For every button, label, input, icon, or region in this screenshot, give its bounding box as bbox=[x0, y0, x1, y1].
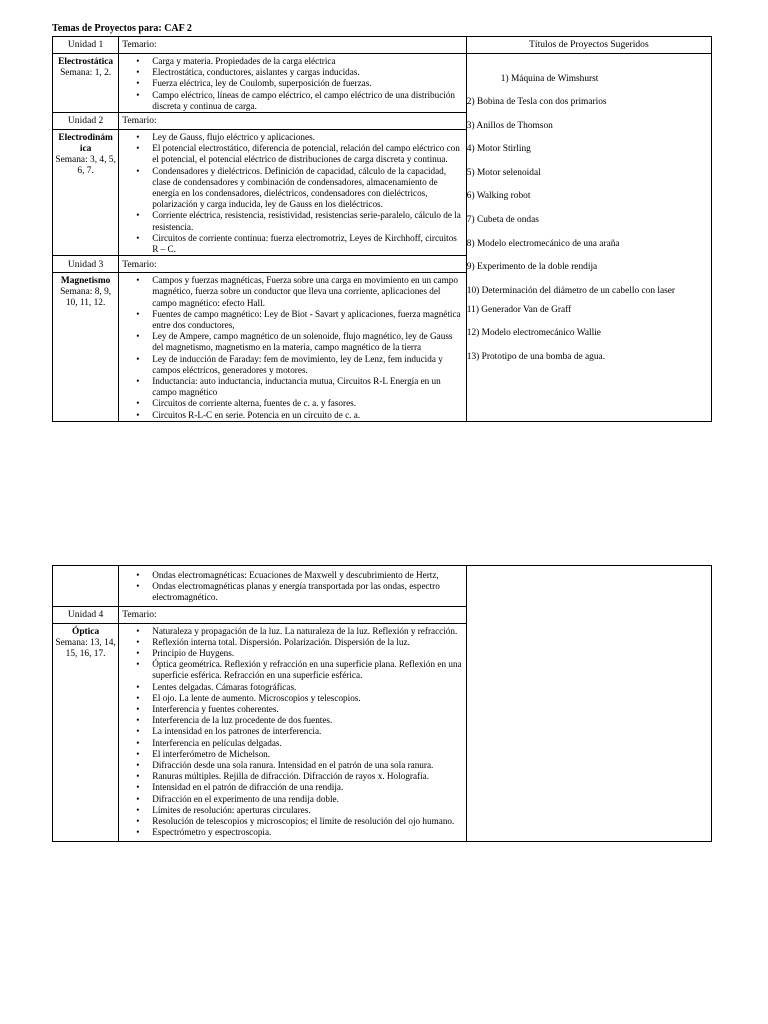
temario-label: Temario: bbox=[119, 37, 467, 54]
project-item: 6) Walking robot bbox=[466, 191, 531, 202]
topics-table-page-2 bbox=[52, 565, 712, 842]
suggested-projects-cell bbox=[466, 54, 711, 422]
unit-2-weeks: Semana: 3, 4, 5, 6, 7. bbox=[55, 155, 116, 177]
project-item: 4) Motor Stirling bbox=[466, 144, 531, 155]
topic-item: • Lentes delgadas. Cámaras fotográficas. bbox=[152, 682, 463, 693]
topics-table-page-1 bbox=[52, 36, 712, 422]
topic-item: • El potencial electrostático, diferencia de potencial, relación del campo eléctrico con el potencial, el potencial eléctrico de distribuciones de carga discreta y continua. bbox=[152, 143, 463, 165]
unit-2-topic-list bbox=[122, 132, 463, 255]
topic-item: • Circuitos de corriente alterna, fuentes de c. a. y fasores. bbox=[152, 398, 463, 409]
project-item: 7) Cubeta de ondas bbox=[466, 214, 539, 225]
empty-projects-cell bbox=[466, 566, 711, 842]
topic-item: • Ondas electromagnéticas planas y energía transportada por las ondas, espectro electromagnético. bbox=[152, 581, 463, 603]
topic-item: • Inductancia: auto inductancia, inductancia mutua, Circuitos R-L Energía en un campo magnético bbox=[152, 376, 463, 398]
unit-1-cell bbox=[53, 54, 119, 113]
unit-1-name: Electrostática bbox=[58, 57, 114, 67]
project-item: 11) Generador Van de Graff bbox=[466, 304, 572, 315]
topic-item: • Óptica geométrica. Reflexión y refracción en una superficie plana. Reflexión en una superficie esférica. Refracción en una superficie esférica. bbox=[152, 659, 463, 681]
topic-item: • Condensadores y dieléctricos. Definición de capacidad, cálculo de la capacidad, clase de condensadores y combinación de condensadores, almacenamiento de energía en los condensadores, dieléctricos, condensadores con dieléctricos, polarización y carga inducida, ley de Gauss en los dieléctricos. bbox=[152, 166, 463, 211]
continuation-unit-cell bbox=[53, 566, 119, 607]
continuation-topic-list bbox=[122, 570, 463, 604]
document-title: Temas de Proyectos para: CAF 2 bbox=[52, 23, 192, 34]
topic-item: • Corriente eléctrica, resistencia, resistividad, resistencias serie-paralelo, cálculo de la resistencia. bbox=[152, 210, 463, 232]
project-item: 8) Modelo electromecánico de una araña bbox=[466, 238, 620, 249]
topic-item: • La intensidad en los patrones de interferencia. bbox=[152, 726, 463, 737]
unit-2-topics bbox=[119, 130, 467, 256]
unit-4-weeks: Semana: 13, 14, 15, 16, 17. bbox=[55, 637, 116, 659]
topic-item: • Resolución de telescopios y microscopios; el límite de resolución del ojo humano. bbox=[152, 816, 463, 827]
topic-item: • Intensidad en el patrón de difracción de una rendija. bbox=[152, 782, 463, 793]
unit-3-topics bbox=[119, 273, 467, 422]
unit-4-name: Óptica bbox=[72, 626, 100, 637]
topic-item: • Circuitos R-L-C en serie. Potencia en un circuito de c. a. bbox=[152, 410, 463, 421]
unit-4-topics bbox=[119, 623, 467, 842]
unit-3-name: Magnetismo bbox=[60, 276, 111, 287]
topic-item: • Ley de Gauss, flujo eléctrico y aplicaciones. bbox=[152, 132, 463, 143]
project-item: 9) Experimento de la doble rendija bbox=[466, 262, 598, 273]
temario-label: Temario: bbox=[119, 606, 467, 623]
topic-item: • Interferencia de la luz procedente de dos fuentes. bbox=[152, 715, 463, 726]
topic-item: • Carga y materia. Propiedades de la carga eléctrica bbox=[152, 56, 463, 67]
unit-1-topics bbox=[119, 54, 467, 113]
continuation-topics bbox=[119, 566, 467, 607]
project-item: 10) Determinación del diámetro de un cabello con laser bbox=[466, 285, 676, 296]
unit-1-content-row bbox=[53, 54, 712, 113]
unit-1-header-row bbox=[53, 37, 712, 54]
unit-4-label: Unidad 4 bbox=[53, 606, 119, 623]
project-item: 13) Prototipo de una bomba de agua. bbox=[466, 351, 606, 362]
temario-label: Temario: bbox=[119, 113, 467, 130]
unit-4-cell bbox=[53, 623, 119, 842]
topic-item: • Circuitos de corriente continua: fuerza electromotriz, Leyes de Kirchhoff, circuitos R – C. bbox=[152, 233, 463, 255]
temario-label: Temario: bbox=[119, 256, 467, 273]
topic-item: • Electrostática, conductores, aislantes y cargas inducidas. bbox=[152, 67, 463, 78]
project-item: 12) Modelo electromecánico Wallie bbox=[466, 328, 601, 339]
topic-item: • Límites de resolución: aperturas circulares. bbox=[152, 805, 463, 816]
topic-item: • El interferómetro de Michelson. bbox=[152, 749, 463, 760]
topic-item: • Naturaleza y propagación de la luz. La naturaleza de la luz. Reflexión y refracción. bbox=[152, 626, 463, 637]
unit-2-label: Unidad 2 bbox=[53, 113, 119, 130]
topic-item: • Interferencia y fuentes coherentes. bbox=[152, 704, 463, 715]
project-item: 3) Anillos de Thomson bbox=[466, 120, 553, 131]
topic-item: • Ley de inducción de Faraday: fem de movimiento, ley de Lenz, fem inducida y campos eléctricos, generadores y motores. bbox=[152, 354, 463, 376]
topic-item: • Campos y fuerzas magnéticas, Fuerza sobre una carga en movimiento en un campo magnético, fuerza sobre un conductor que lleva una corriente, aplicaciones del campo magnético: efecto Hall. bbox=[152, 275, 463, 309]
projects-header: Títulos de Proyectos Sugeridos bbox=[466, 37, 711, 54]
project-item: 5) Motor selenoidal bbox=[466, 167, 541, 178]
topic-item: • Interferencia en películas delgadas. bbox=[152, 738, 463, 749]
project-list bbox=[467, 74, 711, 363]
topic-item: • Ondas electromagnéticas: Ecuaciones de Maxwell y descubrimiento de Hertz, bbox=[152, 570, 463, 581]
continuation-row bbox=[53, 566, 712, 607]
topic-item: • Espectrómetro y espectroscopia. bbox=[152, 827, 463, 838]
unit-1-label: Unidad 1 bbox=[53, 37, 119, 54]
topic-item: • Reflexión interna total. Dispersión. Polarización. Dispersión de la luz. bbox=[152, 637, 463, 648]
project-item: 2) Bobina de Tesla con dos primarios bbox=[466, 97, 607, 107]
topic-item: • Fuentes de campo magnético: Ley de Biot - Savart y aplicaciones, fuerza magnética entre dos conductores, bbox=[152, 309, 463, 331]
unit-3-weeks: Semana: 8, 9, 10, 11, 12. bbox=[60, 287, 112, 309]
topic-item: • Ranuras múltiples. Rejilla de difracción. Difracción de rayos x. Holografía. bbox=[152, 771, 463, 782]
project-item: 1) Máquina de Wimshurst bbox=[500, 74, 599, 84]
topic-item: • El ojo. La lente de aumento. Microscopios y telescopios. bbox=[152, 693, 463, 704]
topic-item: • Campo eléctrico, líneas de campo eléctrico, el campo eléctrico de una distribución discreta y continua de carga. bbox=[152, 90, 463, 112]
unit-1-topic-list bbox=[122, 56, 463, 112]
unit-4-topic-list bbox=[122, 626, 463, 839]
topic-item: • Fuerza eléctrica, ley de Coulomb, superposición de fuerzas. bbox=[152, 78, 463, 89]
unit-3-cell bbox=[53, 273, 119, 422]
topic-item: • Difracción desde una sola ranura. Intensidad en el patrón de una sola ranura. bbox=[152, 760, 463, 771]
unit-3-topic-list bbox=[122, 275, 463, 421]
unit-2-name: Electrodinám ica bbox=[58, 133, 113, 155]
unit-2-cell bbox=[53, 130, 119, 256]
unit-1-weeks: Semana: 1, 2. bbox=[60, 68, 112, 78]
unit-3-label: Unidad 3 bbox=[53, 256, 119, 273]
topic-item: • Difracción en el experimento de una rendija doble. bbox=[152, 794, 463, 805]
topic-item: • Ley de Ampere, campo magnético de un solenoide, flujo magnético, ley de Gauss del magnetismo, magnetismo en la materia, campo magnético de la tierra bbox=[152, 331, 463, 353]
topic-item: • Principio de Huygens. bbox=[152, 648, 463, 659]
